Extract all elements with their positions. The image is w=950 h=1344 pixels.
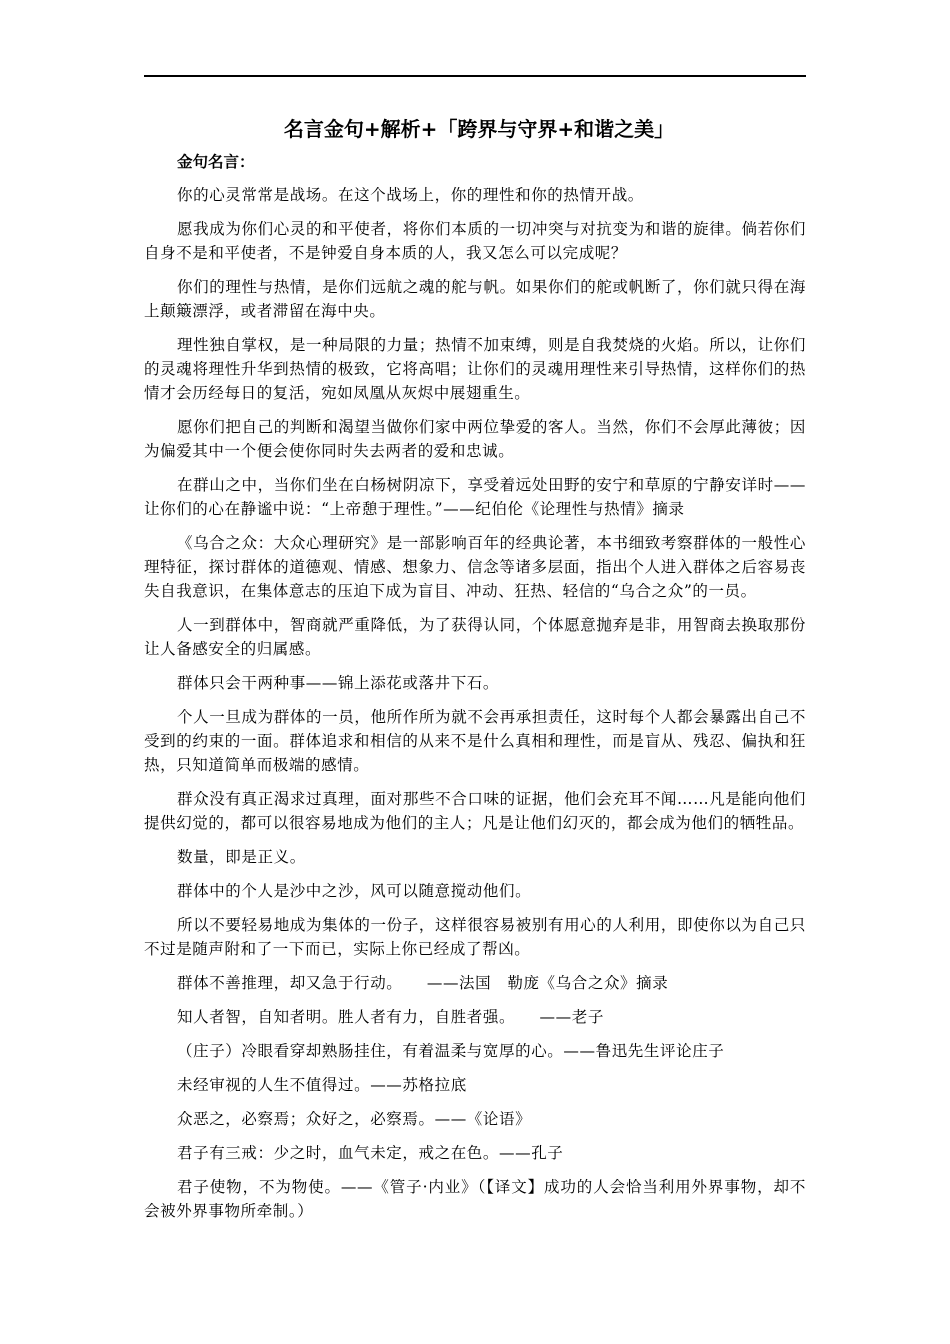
document-title: 名言金句+解析+「跨界与守界+和谐之美」 (283, 117, 675, 141)
paragraph: 众恶之，必察焉；众好之，必察焉。——《论语》 (177, 1110, 532, 1128)
paragraph: 愿我成为你们心灵的和平使者，将你们本质的一切冲突与对抗变为和谐的旋律。倘若你们自身不是和平使者，不是钟爱自身本质的人，我又怎么可以完成呢？ (144, 220, 806, 262)
paragraph: 理性独自掌权，是一种局限的力量；热情不加束缚，则是自我焚烧的火焰。所以，让你们的灵魂将理性升华到热情的极致，它将高唱；让你们的灵魂用理性来引导热情，这样你们的热情才会历经每日的复活，宛如凤凰从灰烬中展翅重生。 (144, 336, 806, 402)
paragraph: 数量，即是正义。 (177, 848, 306, 866)
paragraph: 你们的理性与热情，是你们远航之魂的舵与帆。如果你们的舵或帆断了，你们就只得在海上颠簸漂浮，或者滞留在海中央。 (144, 278, 806, 320)
paragraph: 群体中的个人是沙中之沙，风可以随意搅动他们。 (177, 882, 532, 900)
paragraph: 人一到群体中，智商就严重降低，为了获得认同，个体愿意抛弃是非，用智商去换取那份让人备感安全的归属感。 (144, 616, 806, 658)
paragraph: 知人者智，自知者明。胜人者有力，自胜者强。 ——老子 (177, 1008, 604, 1026)
paragraph: 愿你们把自己的判断和渴望当做你们家中两位挚爱的客人。当然，你们不会厚此薄彼；因为偏爱其中一个便会使你同时失去两者的爱和忠诚。 (144, 418, 806, 460)
paragraph: 君子使物，不为物使。——《管子·内业》（【译文】成功的人会恰当利用外界事物，却不会被外界事物所牵制。） (144, 1178, 806, 1220)
section-heading: 金句名言： (177, 153, 255, 171)
paragraph: 群体只会干两种事——锦上添花或落井下石。 (177, 674, 500, 692)
paragraph: 《乌合之众：大众心理研究》是一部影响百年的经典论著，本书细致考察群体的一般性心理特征，探讨群体的道德观、情感、想象力、信念等诸多层面，指出个人进入群体之后容易丧失自我意识，在集体意志的压迫下成为盲目、冲动、狂热、轻信的“乌合之众”的一员。 (144, 534, 806, 600)
document-body (144, 114, 806, 1233)
paragraph: （庄子）冷眼看穿却熟肠挂住，有着温柔与宽厚的心。——鲁迅先生评论庄子 (177, 1042, 725, 1060)
paragraph: 群众没有真正渴求过真理，面对那些不合口味的证据，他们会充耳不闻……凡是能向他们提供幻觉的，都可以很容易地成为他们的主人；凡是让他们幻灭的，都会成为他们的牺牲品。 (144, 790, 806, 832)
paragraph: 你的心灵常常是战场。在这个战场上，你的理性和你的热情开战。 (177, 186, 644, 204)
paragraph: 个人一旦成为群体的一员，他所作所为就不会再承担责任，这时每个人都会暴露出自己不受到的约束的一面。群体追求和相信的从来不是什么真相和理性，而是盲从、残忍、偏执和狂热，只知道简单而极端的感情。 (144, 708, 806, 774)
paragraph: 群体不善推理，却又急于行动。 ——法国 勒庞《乌合之众》摘录 (177, 974, 669, 992)
header-rule (144, 75, 806, 77)
paragraph: 所以不要轻易地成为集体的一份子，这样很容易被别有用心的人利用，即使你以为自己只不过是随声附和了一下而已，实际上你已经成了帮凶。 (144, 916, 806, 958)
paragraph-list (144, 183, 806, 1223)
paragraph: 未经审视的人生不值得过。——苏格拉底 (177, 1076, 467, 1094)
paragraph: 在群山之中，当你们坐在白杨树阴凉下，享受着远处田野的安宁和草原的宁静安详时——让你们的心在静谧中说：“上帝憩于理性。”——纪伯伦《论理性与热情》摘录 (144, 476, 806, 518)
paragraph: 君子有三戒：少之时，血气未定，戒之在色。——孔子 (177, 1144, 564, 1162)
